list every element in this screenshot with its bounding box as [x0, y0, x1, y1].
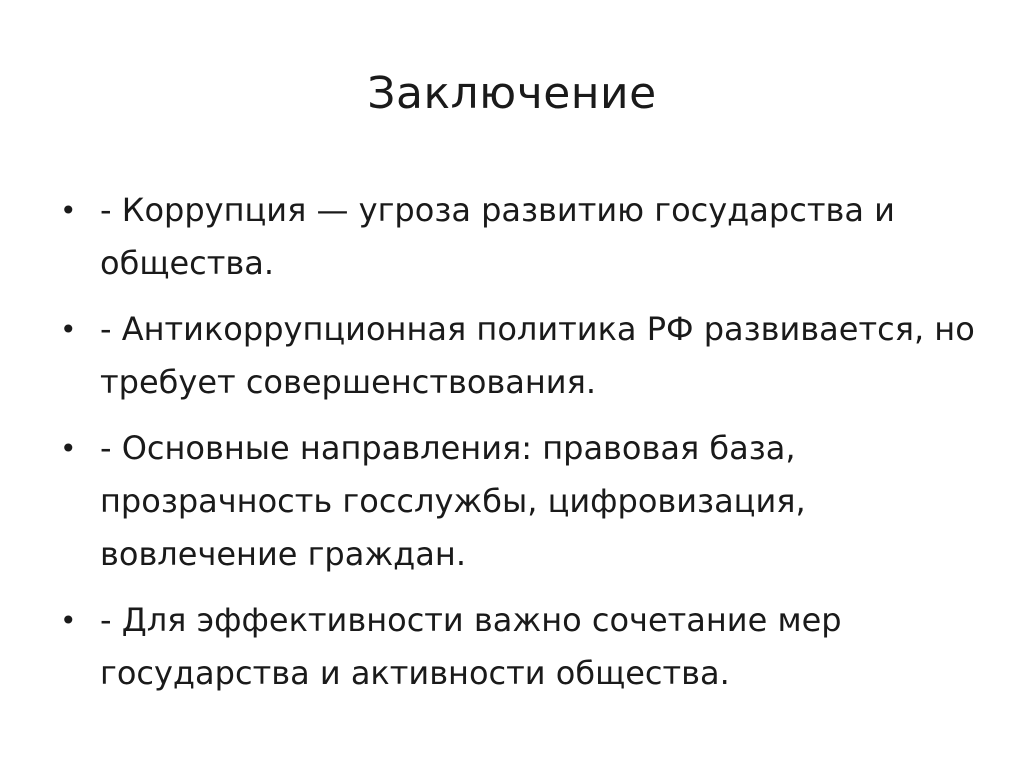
bullet-text: - Основные направления: правовая база, прозрачность госслужбы, цифровизация, вовлечение граждан. [100, 429, 806, 573]
bullet-dot-icon: • [60, 313, 77, 346]
bullet-dot-icon: • [60, 432, 77, 465]
bullet-text: - Для эффективности важно сочетание мер государства и активности общества. [100, 601, 842, 692]
bullet-text: - Антикоррупционная политика РФ развивается, но требует совершенствования. [100, 310, 975, 401]
bullet-dot-icon: • [60, 604, 77, 637]
bullet-item [56, 184, 976, 290]
bullet-item [56, 594, 976, 700]
slide-title: Заключение [367, 68, 657, 119]
bullet-list [56, 184, 976, 713]
bullet-item [56, 303, 976, 409]
bullet-item [56, 422, 976, 581]
bullet-text: - Коррупция — угроза развитию государства и общества. [100, 191, 895, 282]
bullet-dot-icon: • [60, 194, 77, 227]
